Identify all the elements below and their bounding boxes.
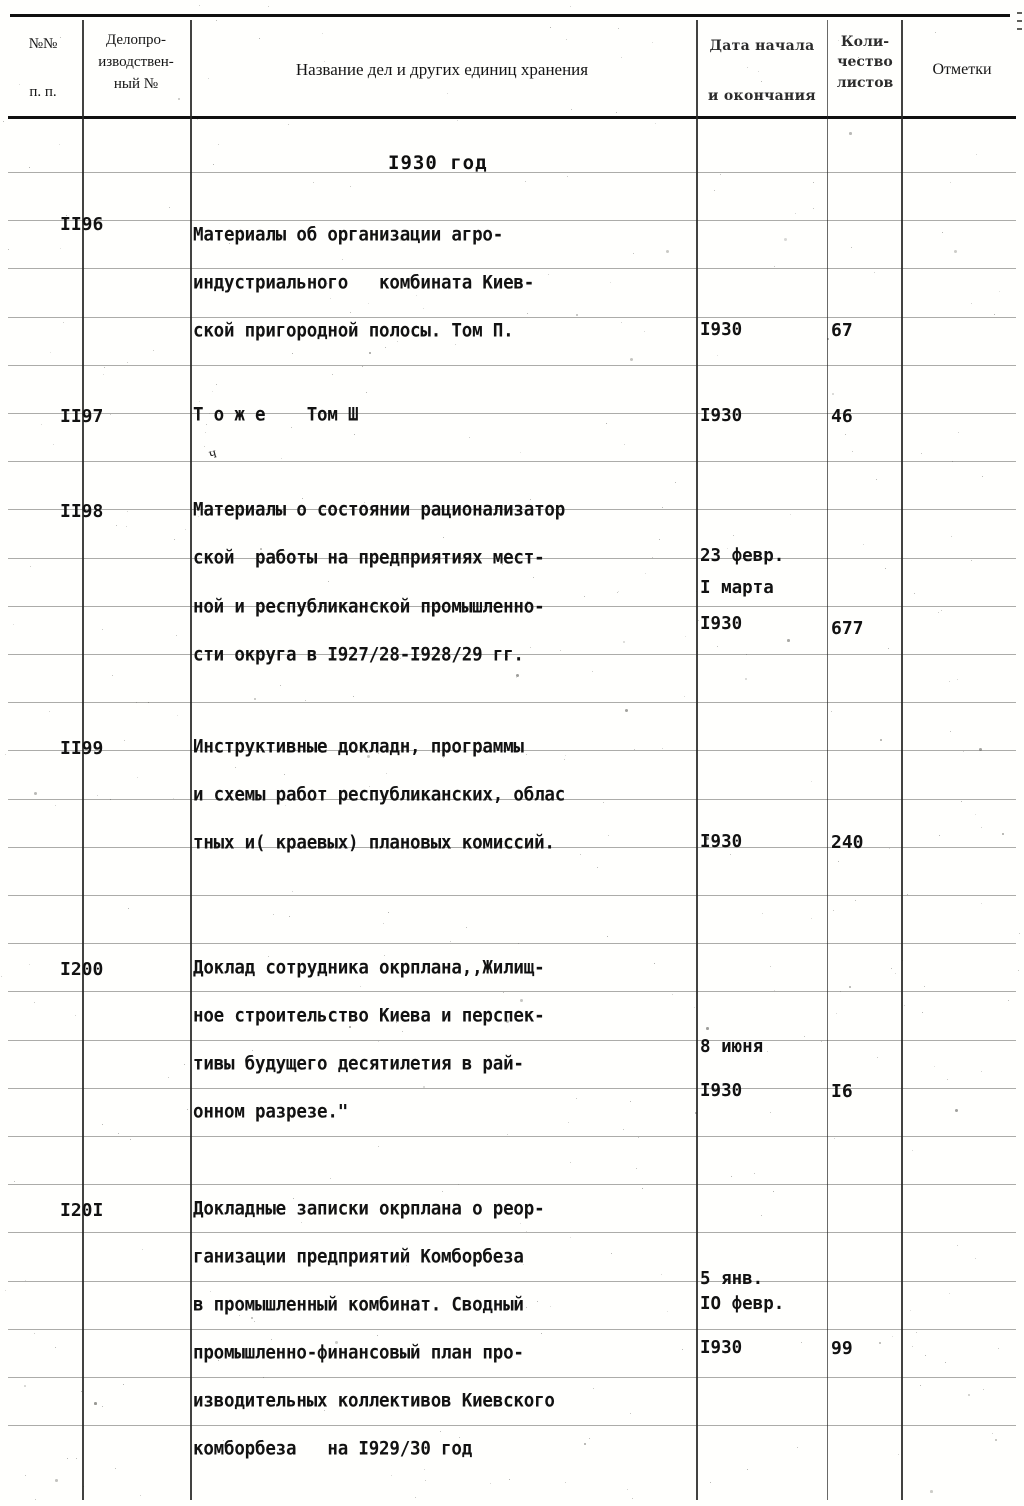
header-col-number bbox=[4, 34, 82, 104]
row-sheet-count: 240 bbox=[831, 832, 864, 853]
row-title-line: и схемы работ республиканских, облас bbox=[193, 785, 566, 806]
row-title-line: Т о ж е Том Ш bbox=[193, 405, 359, 426]
row-title-line: ской работы на предприятиях мест- bbox=[193, 548, 545, 569]
row-date-line: 8 июня bbox=[700, 1037, 764, 1057]
row-title-line: промышленно-финансовый план про- bbox=[193, 1343, 524, 1364]
row-sheet-count: I6 bbox=[831, 1081, 853, 1102]
row-title-line: изводительных коллективов Киевского bbox=[193, 1391, 555, 1412]
row-date-line: I930 bbox=[700, 1338, 743, 1358]
row-sheet-count: 46 bbox=[831, 406, 853, 427]
row-date-line: I марта bbox=[700, 578, 774, 598]
header-col-number-line2: п. п. bbox=[29, 83, 57, 100]
row-title-line: индустриального комбината Киев- bbox=[193, 273, 535, 294]
row-date-line: I930 bbox=[700, 320, 743, 340]
row-title-line: сти округа в I927/28-I928/29 гг. bbox=[193, 645, 524, 666]
row-office-number: II99 bbox=[60, 738, 104, 759]
header-col-office-number-line2: изводствен- bbox=[98, 53, 174, 70]
row-title-line: Докладные записки окрплана о реор- bbox=[193, 1199, 545, 1220]
column-divider-sheets bbox=[901, 20, 903, 1500]
ruled-line bbox=[8, 1088, 1016, 1089]
column-divider-title bbox=[696, 20, 698, 1500]
row-title-line: онном разрезе." bbox=[193, 1102, 349, 1123]
row-title-line: в промышленный комбинат. Сводный bbox=[193, 1295, 524, 1316]
ruled-line bbox=[8, 1184, 1016, 1185]
row-title-line: Доклад сотрудника окрплана,,Жилищ- bbox=[193, 958, 545, 979]
column-divider-number bbox=[82, 20, 84, 1500]
row-office-number: II97 bbox=[60, 406, 104, 427]
row-date-line: 5 янв. bbox=[700, 1269, 764, 1289]
page-edge-tick bbox=[1017, 12, 1022, 14]
ruled-line bbox=[8, 268, 1016, 269]
row-office-number: II98 bbox=[60, 501, 104, 522]
ruled-line bbox=[8, 991, 1016, 992]
header-col-sheets-line2: чество bbox=[837, 54, 893, 71]
header-col-number-line1: №№ bbox=[28, 36, 58, 52]
ruled-line bbox=[8, 1136, 1016, 1137]
row-date-line: IO февр. bbox=[700, 1294, 785, 1314]
ruled-line bbox=[8, 220, 1016, 221]
column-divider-dates bbox=[827, 20, 828, 1500]
row-office-number: I200 bbox=[60, 959, 104, 980]
row-sheet-count: 67 bbox=[831, 320, 853, 341]
row-title-line: тивы будущего десятилетия в рай- bbox=[193, 1054, 524, 1075]
header-col-dates bbox=[700, 36, 824, 107]
header-col-dates-line1: Дата начала bbox=[709, 38, 815, 54]
ruled-line bbox=[8, 1377, 1016, 1378]
header-col-title: Название дел и других единиц хранения bbox=[295, 60, 589, 79]
ruled-line bbox=[8, 943, 1016, 944]
table-header bbox=[0, 18, 1024, 118]
header-col-office-number-line1: Делопро- bbox=[105, 32, 167, 48]
header-col-office-number-line3: ный № bbox=[113, 75, 159, 92]
row-date-line: I930 bbox=[700, 406, 743, 426]
row-title-line: Материалы об организации агро- bbox=[193, 225, 504, 246]
row-date-line: I930 bbox=[700, 832, 743, 852]
row-title-line: ской пригородной полосы. Том П. bbox=[193, 321, 514, 342]
row-sheet-count: 99 bbox=[831, 1338, 853, 1359]
ruled-line bbox=[8, 365, 1016, 366]
row-title-line: тных и( краевых) плановых комиссий. bbox=[193, 833, 555, 854]
ruled-line bbox=[8, 317, 1016, 318]
ruled-line bbox=[8, 895, 1016, 896]
header-col-sheets-line3: листов bbox=[836, 74, 894, 91]
row-title-line: ное строительство Киева и перспек- bbox=[193, 1006, 545, 1027]
column-divider-office-number bbox=[190, 20, 192, 1500]
row-date-line: 23 февр. bbox=[700, 546, 785, 566]
row-sheet-count: 677 bbox=[831, 618, 864, 639]
section-heading-year: I930 год bbox=[388, 152, 488, 174]
row-title-line: ганизации предприятий Комборбеза bbox=[193, 1247, 524, 1268]
ruled-line bbox=[8, 1329, 1016, 1330]
header-col-notes: Отметки bbox=[932, 61, 992, 78]
header-col-office-number bbox=[86, 30, 186, 95]
header-col-sheets-line1: Коли- bbox=[840, 34, 890, 50]
ruled-line bbox=[8, 461, 1016, 462]
header-col-dates-line2: и окончания bbox=[708, 88, 816, 105]
page-top-border bbox=[10, 14, 1010, 17]
row-title-line: ной и республиканской промышленно- bbox=[193, 597, 545, 618]
row-office-number: I20I bbox=[60, 1200, 104, 1221]
header-col-sheets bbox=[830, 32, 900, 93]
row-title-line: Материалы о состоянии рационализатор bbox=[193, 500, 566, 521]
ruled-line bbox=[8, 702, 1016, 703]
ruled-line bbox=[8, 1232, 1016, 1233]
ruled-line bbox=[8, 172, 1016, 173]
row-office-number: II96 bbox=[60, 214, 104, 235]
handwritten-mark: ч bbox=[207, 445, 219, 463]
ruled-line bbox=[8, 1425, 1016, 1426]
row-date-line: I930 bbox=[700, 614, 743, 634]
row-title-line: комборбеза на I929/30 год bbox=[193, 1439, 473, 1460]
ruled-line bbox=[8, 413, 1016, 414]
row-date-line: I930 bbox=[700, 1081, 743, 1101]
ruled-line bbox=[8, 1040, 1016, 1041]
ruled-line bbox=[8, 1281, 1016, 1282]
row-title-line: Инструктивные докладн, программы bbox=[193, 737, 524, 758]
